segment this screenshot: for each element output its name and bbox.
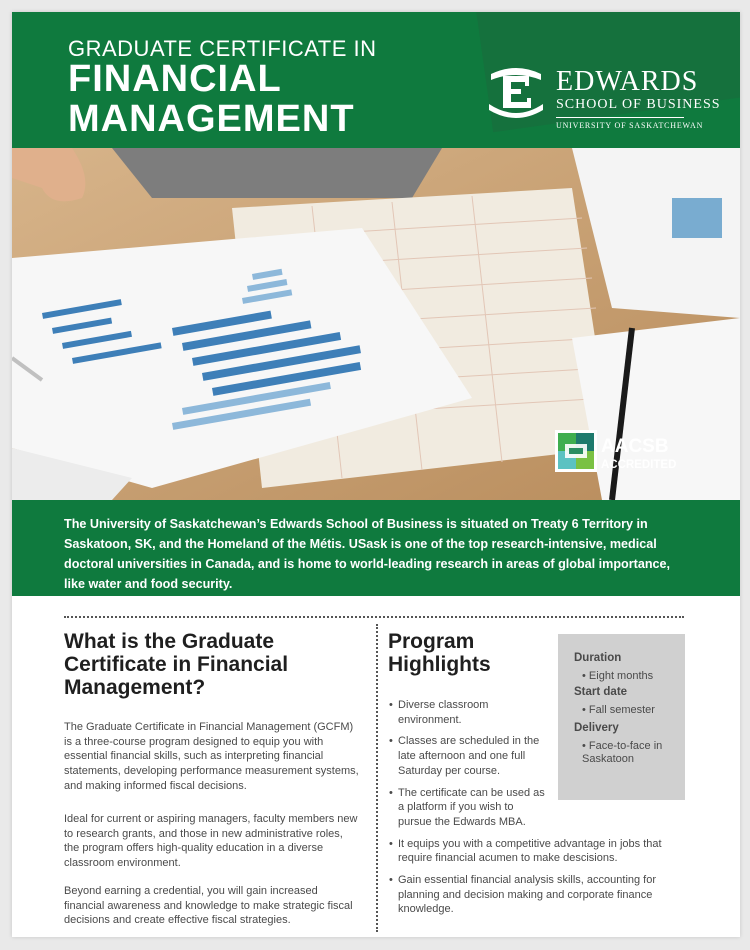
section-divider [64, 616, 684, 618]
logo-name: EDWARDS [556, 66, 699, 97]
what-paragraph-2: Ideal for current or aspiring managers, faculty members new to research grants, and those in new administrative roles, the program offers high-quality education in a diverse classroom environment. [64, 813, 358, 870]
title-line-2: FINANCIAL [68, 58, 282, 100]
title-main [68, 59, 355, 139]
what-paragraph-3: Beyond earning a credential, you will gain increased financial awareness and knowledge to make strategic fiscal decisions and create effective fiscal strategies. [64, 885, 353, 927]
list-item: • Diverse classroom environment. [388, 698, 548, 727]
duration-label: Duration [574, 652, 622, 664]
list-item: • It equips you with a competitive advantage in jobs that require financial acumen to make descisions. [388, 837, 688, 866]
aacsb-name: AACSB [601, 436, 669, 457]
highlights-heading-line-2: Highlights [388, 653, 491, 676]
delivery-value: • Face-to-face in Saskatoon [582, 740, 663, 765]
delivery-label: Delivery [574, 722, 619, 734]
header-band [12, 12, 740, 148]
logo-divider [556, 117, 684, 118]
logo-school: SCHOOL OF BUSINESS [556, 97, 721, 112]
column-divider [376, 624, 378, 932]
logo-university: UNIVERSITY OF SASKATCHEWAN [556, 121, 704, 130]
aacsb-status: ACCREDITED [601, 459, 677, 471]
edwards-logo-icon [485, 64, 547, 120]
start-date-label: Start date [574, 686, 628, 698]
program-details-box [558, 634, 685, 800]
highlights-heading [388, 630, 548, 676]
list-item: • Classes are scheduled in the late afternoon and one full Saturday per course. [388, 734, 548, 778]
brochure-page [12, 12, 740, 937]
list-item: • Gain essential financial analysis skills, accounting for planning and decision making and corporate finance knowledge. [388, 873, 688, 917]
list-item: • The certificate can be used as a platform if you wish to pursue the Edwards MBA. [388, 786, 548, 830]
duration-value: • Eight months [582, 670, 654, 682]
what-paragraph-1: The Graduate Certificate in Financial Management (GCFM) is a three-course program designed to equip you with essential financial skills, such as interpreting financial statements, developing performance measurement systems, and making informed fiscal decisions. [64, 721, 359, 792]
highlights-heading-line-1: Program [388, 630, 475, 653]
intro-band [12, 500, 740, 596]
intro-text: The University of Saskatchewan’s Edwards School of Business is situated on Treaty 6 Territory in Saskatoon, SK, and the Homeland of the Métis. USask is one of the top research-intensive, medical doctoral universities in Canada, and is home to world-leading research in areas of global importance, like water and food security. [64, 517, 671, 591]
what-heading: What is the Graduate Certificate in Financial Management? [64, 630, 289, 699]
title-line-1: GRADUATE CERTIFICATE IN [68, 36, 377, 61]
title-line-3: MANAGEMENT [68, 98, 355, 140]
edwards-wordmark [556, 68, 721, 130]
aacsb-accredited-badge [555, 430, 695, 474]
start-date-value: • Fall semester [582, 704, 655, 716]
